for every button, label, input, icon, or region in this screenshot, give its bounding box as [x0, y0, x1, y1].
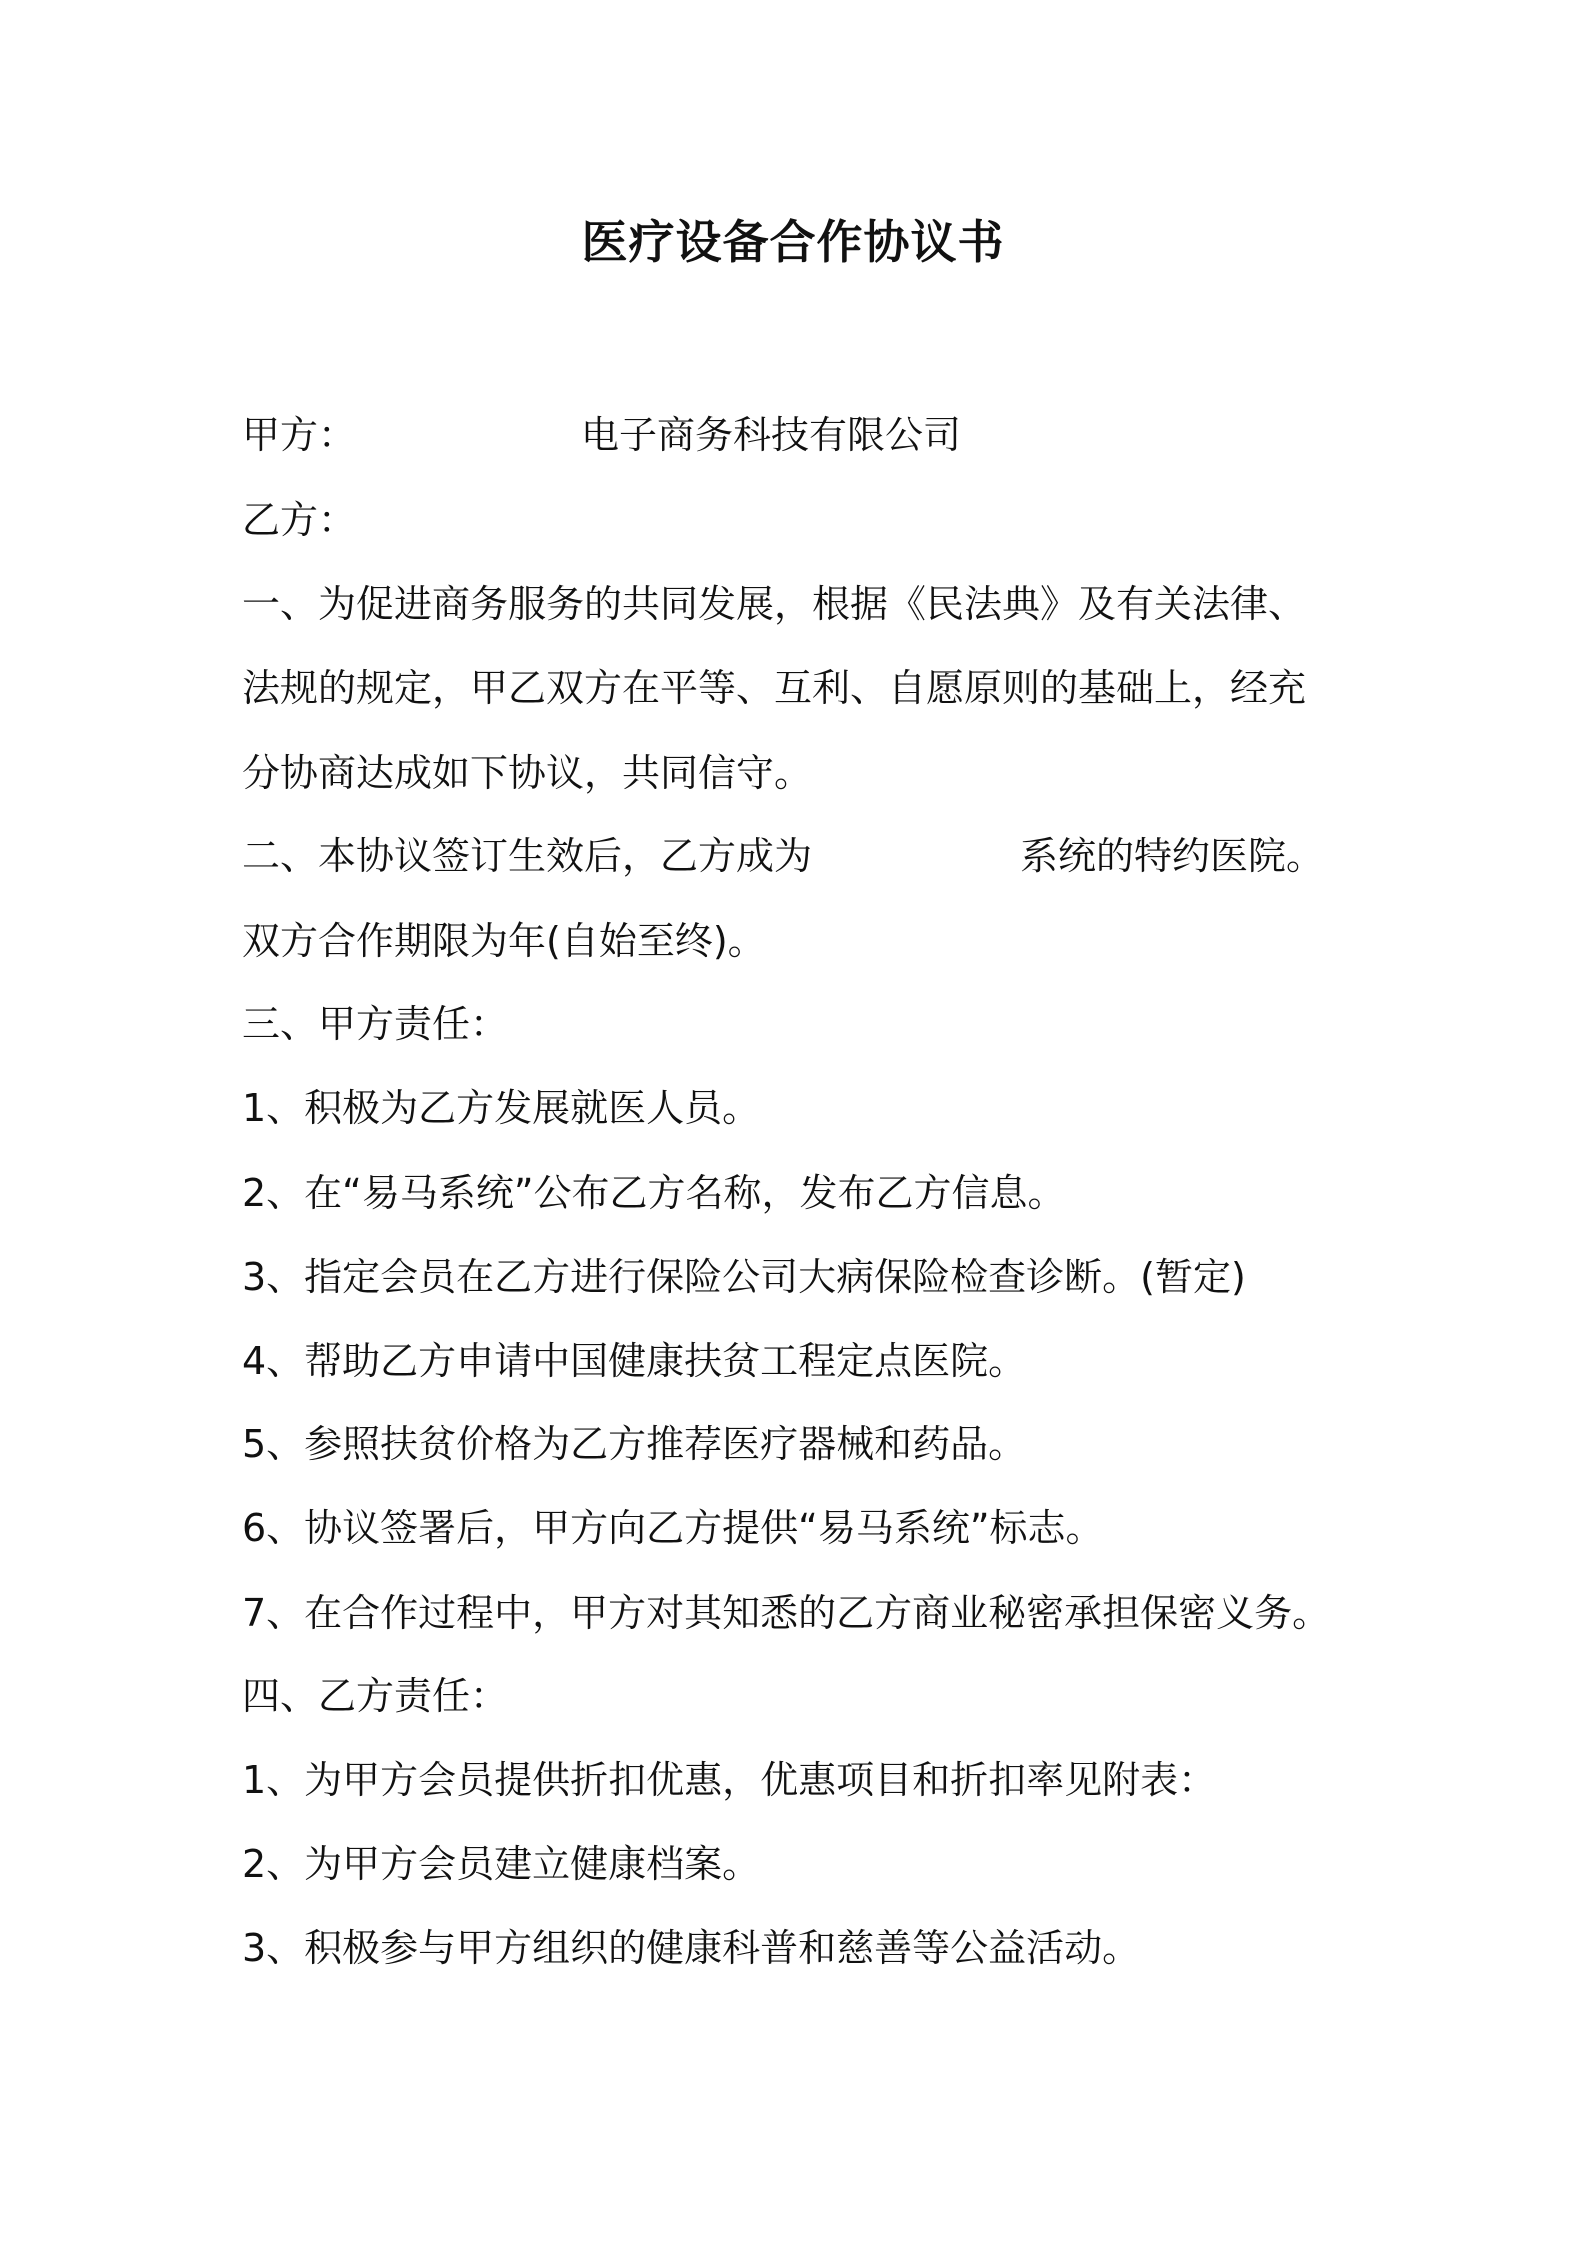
party-b-label: 乙方：: [242, 498, 357, 542]
section1-line-1: 一、为促进商务服务的共同发展，根据《民法典》及有关法律、: [242, 582, 1307, 626]
section2-line-1-after: 系统的特约医院。: [1020, 834, 1325, 878]
section3-item-5: 5、参照扶贫价格为乙方推荐医疗器械和药品。: [242, 1422, 1027, 1466]
section3-item-4: 4、帮助乙方申请中国健康扶贫工程定点医院。: [242, 1339, 1027, 1383]
section3-item-1: 1、积极为乙方发展就医人员。: [242, 1086, 761, 1130]
section2-line-1-before: 二、本协议签订生效后，乙方成为: [242, 834, 813, 878]
section3-item-7: 7、在合作过程中，甲方对其知悉的乙方商业秘密承担保密义务。: [242, 1591, 1331, 1635]
section3-item-3: 3、指定会员在乙方进行保险公司大病保险检查诊断。(暂定): [242, 1255, 1246, 1299]
section2-line-2: 双方合作期限为年(自始至终)。: [242, 919, 766, 963]
section1-line-2: 法规的规定，甲乙双方在平等、互利、自愿原则的基础上，经充: [242, 666, 1307, 710]
party-a-name: 电子商务科技有限公司: [581, 413, 962, 457]
section4-item-3: 3、积极参与甲方组织的健康科普和慈善等公益活动。: [242, 1926, 1141, 1970]
section2-line-1: [242, 830, 1324, 882]
section1-line-3: 分协商达成如下协议，共同信守。: [242, 751, 813, 795]
section4-item-1: 1、为甲方会员提供折扣优惠，优惠项目和折扣率见附表：: [242, 1758, 1217, 1802]
document-title: 医疗设备合作协议书: [581, 215, 1005, 269]
section3-item-2: 2、在“易马系统”公布乙方名称，发布乙方信息。: [242, 1171, 1066, 1215]
party-a-label: 甲方：: [242, 413, 357, 457]
section4-heading: 四、乙方责任：: [242, 1674, 509, 1718]
section3-item-6: 6、协议签署后，甲方向乙方提供“易马系统”标志。: [242, 1506, 1104, 1550]
party-a-line: [242, 409, 961, 461]
section3-heading: 三、甲方责任：: [242, 1002, 509, 1046]
section4-item-2: 2、为甲方会员建立健康档案。: [242, 1842, 761, 1886]
